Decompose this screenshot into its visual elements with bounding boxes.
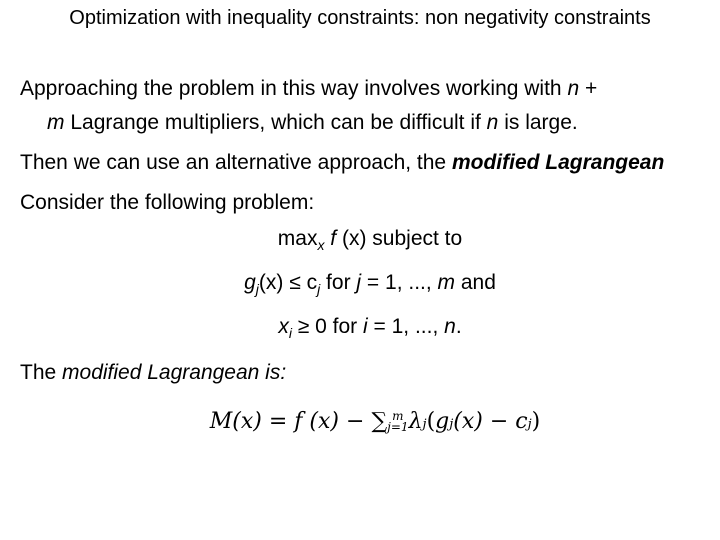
le-c: ≤ c xyxy=(283,271,318,294)
formula-equals: = xyxy=(261,409,295,434)
formula-close-paren: ) xyxy=(531,409,541,434)
modified-lagrangean-formula xyxy=(50,404,700,443)
p1-n2: n xyxy=(486,111,499,134)
p2-text-a: Then we can use an alternative approach, the xyxy=(20,151,452,174)
lambda-symbol: λ xyxy=(408,409,423,434)
objective-x: (x) xyxy=(336,227,367,250)
formula-g: g xyxy=(435,409,450,434)
j-range: = 1, ..., xyxy=(361,271,438,294)
formula-f: f (x) xyxy=(294,409,340,434)
p1-text-a: Approaching the problem in this way involves working with xyxy=(20,77,568,100)
max-text: max xyxy=(277,227,318,250)
formula-open-paren: ( xyxy=(426,409,436,434)
sum-upper: m xyxy=(392,409,404,423)
x-symbol: x xyxy=(278,315,289,338)
i-range: = 1, ..., xyxy=(367,315,445,338)
and-text: and xyxy=(455,271,496,294)
sum-symbol: ∑ xyxy=(371,409,388,434)
paragraph-consider: Consider the following problem: xyxy=(20,191,315,214)
formula-g-argument: (x) xyxy=(453,409,483,434)
p1-plus: + xyxy=(579,77,598,100)
lambda-subscript: j xyxy=(422,417,427,432)
formula-g-subscript: j xyxy=(449,417,454,432)
p2-emphasis: modified Lagrangean xyxy=(451,151,665,174)
objective-f: f xyxy=(324,227,337,250)
formula-minus-2: − xyxy=(482,409,516,434)
slide-title: Optimization with inequality constraints: non negativity constraints xyxy=(69,7,651,29)
p1-n: n xyxy=(567,77,580,100)
formula-c: c xyxy=(515,409,528,434)
x-subscript: i xyxy=(288,325,292,341)
paragraph-alternative xyxy=(20,146,700,180)
i-symbol: i xyxy=(363,315,368,338)
paragraph-multipliers xyxy=(20,72,700,140)
p4-emphasis: modified Lagrangean is: xyxy=(62,361,287,384)
slide-body xyxy=(20,72,700,443)
j-symbol: j xyxy=(356,271,362,294)
formula-lhs: M(x) xyxy=(209,409,262,434)
problem-inequality xyxy=(40,264,700,308)
ge-zero: ≥ 0 for xyxy=(291,315,364,338)
sum-lower: j=1 xyxy=(387,420,409,434)
p1-text-c: is large. xyxy=(498,111,578,134)
p1-m: m xyxy=(47,111,65,134)
max-subscript: x xyxy=(317,237,325,253)
paragraph-modified xyxy=(20,356,700,390)
g-symbol: g xyxy=(244,271,256,294)
period: . xyxy=(455,315,462,338)
n-symbol: n xyxy=(444,315,456,338)
m-symbol: m xyxy=(437,271,456,294)
formula-minus: − xyxy=(339,409,372,434)
formula-c-subscript: j xyxy=(527,417,532,432)
p1-text-b: Lagrange multipliers, which can be difficult if xyxy=(64,111,487,134)
for-text: for xyxy=(320,271,357,294)
p4-text-a: The xyxy=(20,361,63,384)
sum-limits xyxy=(387,411,408,433)
problem-objective xyxy=(40,220,700,264)
problem-nonnegativity xyxy=(40,308,700,352)
subject-to: subject to xyxy=(366,227,463,250)
g-subscript: j xyxy=(255,281,259,297)
c-subscript: j xyxy=(317,281,321,297)
g-argument: (x) xyxy=(258,271,284,294)
